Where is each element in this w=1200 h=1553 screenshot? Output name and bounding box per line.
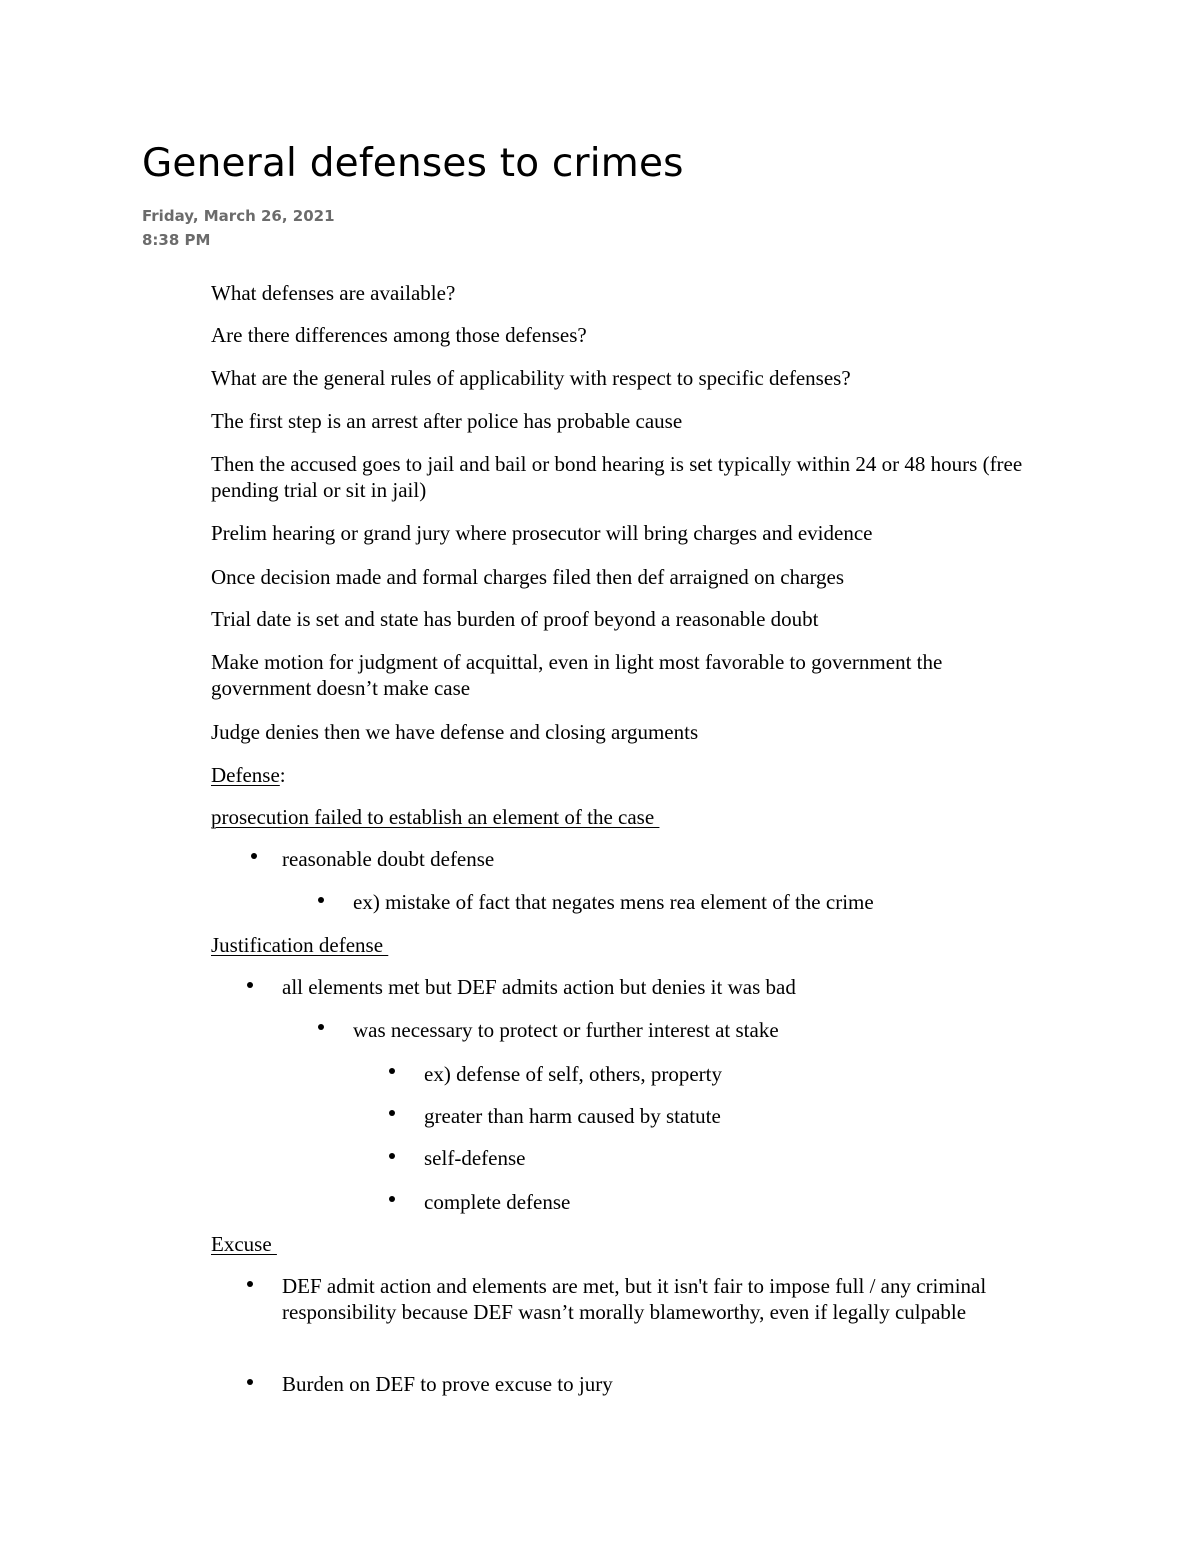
- justification-heading: [211, 932, 1071, 958]
- list-item: all elements met but DEF admits action but denies it was bad: [282, 975, 796, 999]
- justification-label: Justification defense: [211, 933, 389, 957]
- list-item: self-defense: [424, 1146, 526, 1170]
- excuse-heading: [211, 1231, 1071, 1257]
- paragraph: Then the accused goes to jail and bail or bond hearing is set typically within 24 or 48 hours (free pending trial or sit in jail): [211, 452, 1023, 502]
- list-item: complete defense: [424, 1190, 571, 1214]
- list-item: ex) defense of self, others, property: [424, 1062, 722, 1086]
- paragraph: Make motion for judgment of acquittal, even in light most favorable to government the government doesn’t make case: [211, 650, 943, 700]
- paragraph: Once decision made and formal charges filed then def arraigned on charges: [211, 565, 845, 589]
- bullet-dot: [247, 1281, 253, 1287]
- excuse-label: Excuse: [211, 1232, 277, 1256]
- paragraph: Prelim hearing or grand jury where prosecutor will bring charges and evidence: [211, 521, 873, 545]
- bullet-dot: [318, 897, 324, 903]
- bullet-dot: [247, 1379, 253, 1385]
- list-item: reasonable doubt defense: [282, 847, 495, 871]
- paragraph: Judge denies then we have defense and closing arguments: [211, 720, 699, 744]
- prosecution-failed-label: prosecution failed to establish an element of the case: [211, 805, 660, 829]
- list-item: greater than harm caused by statute: [424, 1104, 721, 1128]
- bullet-dot: [389, 1196, 395, 1202]
- list-item: was necessary to protect or further interest at stake: [353, 1018, 779, 1042]
- list-item: Burden on DEF to prove excuse to jury: [282, 1372, 613, 1396]
- defense-label: Defense: [211, 763, 280, 787]
- page-title: General defenses to crimes: [142, 141, 684, 186]
- bullet-dot: [389, 1153, 395, 1159]
- bullet-dot: [389, 1110, 395, 1116]
- bullet-dot: [251, 853, 257, 859]
- paragraph: What are the general rules of applicability with respect to specific defenses?: [211, 366, 851, 390]
- bullet-dot: [247, 982, 253, 988]
- prosecution-failed-heading: [211, 804, 1071, 830]
- bullet-dot: [389, 1068, 395, 1074]
- defense-colon: :: [279, 763, 286, 787]
- defense-heading: [211, 762, 1071, 788]
- note-time: 8:38 PM: [142, 231, 211, 249]
- list-item: DEF admit action and elements are met, but it isn't fair to impose full / any criminal responsibility because DEF wasn’t morally blameworthy, even if legally culpable: [282, 1274, 987, 1324]
- paragraph: What defenses are available?: [211, 281, 456, 305]
- paragraph: Are there differences among those defenses?: [211, 323, 587, 347]
- note-date: Friday, March 26, 2021: [142, 207, 335, 225]
- paragraph: Trial date is set and state has burden of proof beyond a reasonable doubt: [211, 607, 819, 631]
- bullet-dot: [318, 1024, 324, 1030]
- list-item: ex) mistake of fact that negates mens rea element of the crime: [353, 890, 874, 914]
- paragraph: The first step is an arrest after police has probable cause: [211, 409, 683, 433]
